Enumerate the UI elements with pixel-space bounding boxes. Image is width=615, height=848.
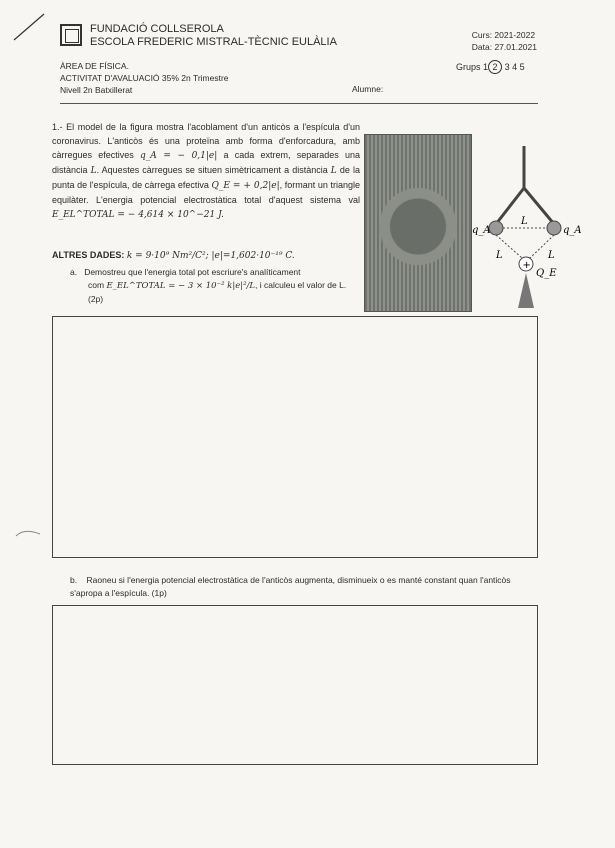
qe-equation: Q_E = + 0,2|e| xyxy=(211,181,280,191)
margin-scribble xyxy=(14,524,44,544)
total-energy-equation: E_EL^TOTAL = − 4,614 × 10^−21 J. xyxy=(52,210,224,220)
q1-text-d: de la punta de l'espícula, de càrrega efectiva xyxy=(52,165,360,190)
student-name-label: Alumne: xyxy=(352,84,384,94)
group-3: 3 xyxy=(504,62,510,72)
school-logo xyxy=(60,24,82,46)
question-1b xyxy=(70,574,540,600)
distance-L-2: L xyxy=(330,166,337,176)
q1-text-c: . Aquestes càrregues se situen simètricament a distància xyxy=(96,165,328,175)
q1-text-b: a cada extrem, separades una distància xyxy=(52,150,360,175)
q1-text-a: 1.- El model de la figura mostra l'acoblament d'un anticòs a l'espícula d'un coronavirus. L'anticòs és una proteïna amb forma d'enforcadura, amb càrregues efectives xyxy=(52,122,360,160)
q1a-label: a. xyxy=(70,267,78,277)
label-qa-left: q_A xyxy=(472,225,491,236)
q1b-label: b. xyxy=(70,575,78,585)
qa-equation: q_A = − 0,1|e| xyxy=(140,151,218,161)
q1a-formula-prefix: com xyxy=(88,280,105,290)
activity-label: ACTIVITAT D'AVALUACIÓ 35% 2n Trimestre xyxy=(60,73,229,83)
q1a-text: Demostreu que l'energia total pot escriure's analíticament xyxy=(84,267,301,277)
area-label: ÀREA DE FÍSICA. xyxy=(60,61,129,71)
other-data xyxy=(52,249,362,263)
coronavirus-micrograph xyxy=(364,134,472,312)
level-label: Nivell 2n Batxillerat xyxy=(60,85,133,95)
question-1a xyxy=(70,266,360,306)
grups-label: Grups xyxy=(456,62,481,72)
q1a-formula: E_EL^TOTAL = − 3 × 10⁻² k|e|²/L xyxy=(106,281,256,291)
label-qa-right: q_A xyxy=(563,225,582,236)
institution-name xyxy=(90,23,337,49)
exam-date: Data: 27.01.2021 xyxy=(471,42,537,52)
question-1-statement xyxy=(52,120,360,222)
altres-values: k = 9·10⁹ Nm²/C²; |e|=1,602·10⁻¹⁹ C. xyxy=(126,251,295,261)
q1a-suffix: , i calculeu el valor de L. (2p) xyxy=(88,280,347,304)
label-L-right: L xyxy=(548,250,555,261)
label-L-left: L xyxy=(496,250,503,261)
exam-meta xyxy=(60,60,229,96)
q1b-text: Raoneu si l'energia potencial electrostàtica de l'anticòs augmenta, disminueix o es manté constant quan l'anticòs s'apropa a l'espícula. (1p) xyxy=(70,575,511,598)
label-QE: Q_E xyxy=(536,268,557,279)
antibody-diagram xyxy=(470,146,590,310)
course-info xyxy=(472,29,537,53)
group-2-circled: 2 xyxy=(488,60,502,74)
charge-qa-left xyxy=(489,221,503,235)
answer-box-a[interactable] xyxy=(52,316,538,558)
course-year: Curs: 2021-2022 xyxy=(471,30,536,40)
plus-sign: + xyxy=(522,260,531,271)
group-1: 1 xyxy=(483,62,489,72)
group-5: 5 xyxy=(519,62,525,72)
group-4: 4 xyxy=(512,62,518,72)
institution-line2: ESCOLA FREDERIC MISTRAL-TÈCNIC EULÀLIA xyxy=(90,36,337,48)
label-L-top: L xyxy=(521,216,528,227)
group-selector xyxy=(456,60,525,74)
q1-text-e: , formant un triangle equilàter. L'energia potencial electrostàtica total d'aquest sistema val xyxy=(52,180,360,205)
charge-qa-right xyxy=(547,221,561,235)
pen-stroke xyxy=(10,10,50,44)
distance-L: L xyxy=(90,166,97,176)
altres-label: ALTRES DADES: xyxy=(52,250,125,260)
answer-box-b[interactable] xyxy=(52,605,538,765)
institution-line1: FUNDACIÓ COLLSEROLA xyxy=(90,23,224,35)
spike-tip xyxy=(518,273,534,308)
header-divider xyxy=(60,103,538,104)
